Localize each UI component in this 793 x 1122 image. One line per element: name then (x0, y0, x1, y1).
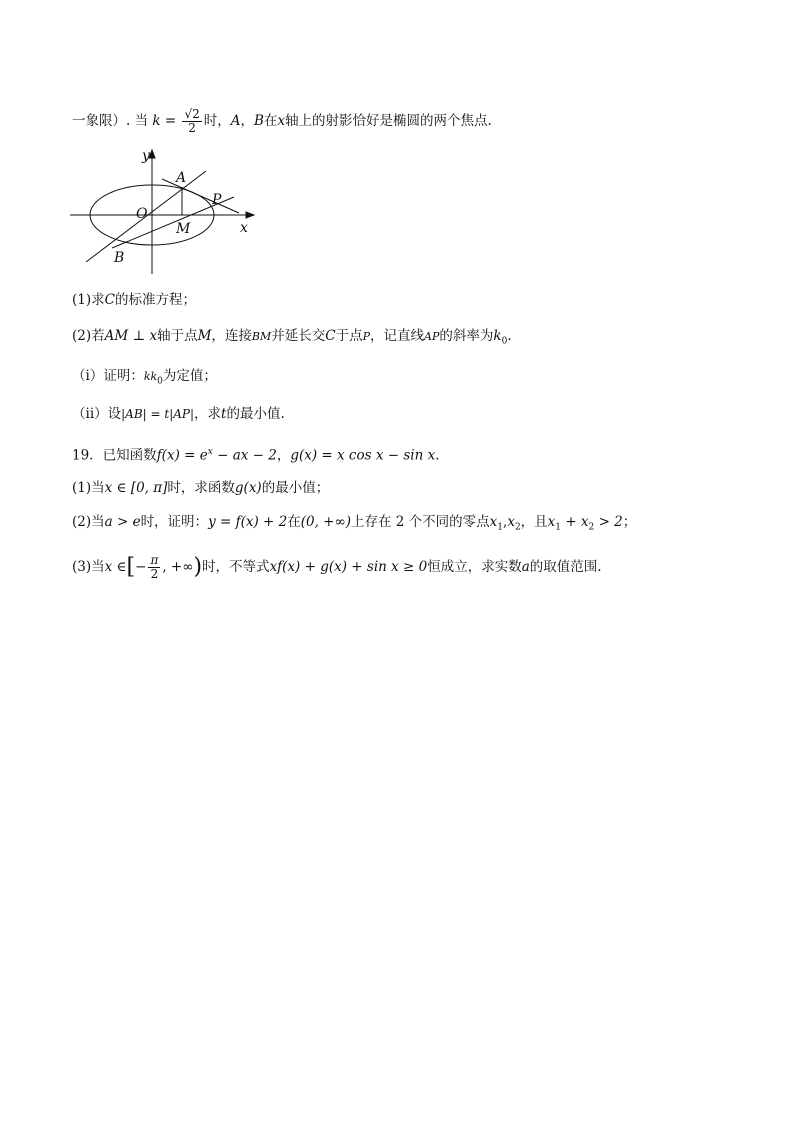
math-f: f(x) = e (156, 447, 208, 464)
frac-num: √2 (184, 107, 200, 121)
math-x-in: x ∈ (104, 559, 127, 575)
text: ， (240, 113, 255, 129)
text: 为定值； (162, 368, 217, 384)
sub-1: 1 (555, 522, 562, 533)
text: (1)当 (72, 480, 105, 496)
text: 在 (263, 113, 278, 129)
sub-0: 0 (501, 336, 508, 347)
text: 在 (287, 514, 301, 530)
sqrt2-over-2 (182, 108, 201, 135)
text: 并延长交 (271, 328, 326, 344)
sup-x: x (207, 447, 213, 457)
text: ，记直线 (370, 328, 425, 344)
x-axis-arrow (246, 212, 254, 218)
sub-1: 1 (497, 522, 504, 533)
text: ，连接 (211, 328, 252, 344)
line-3 (72, 326, 512, 352)
line-8 (72, 512, 636, 538)
text: 轴于点 (157, 328, 198, 344)
text: 的斜率为 (439, 328, 494, 344)
var-kk0: kk (143, 370, 158, 383)
text: . (435, 447, 440, 464)
var-x: x (277, 113, 286, 129)
math-g: g(x) = x cos x − sin x (290, 447, 436, 464)
var-x1: x (547, 514, 556, 530)
sub-2: 2 (588, 522, 595, 533)
text: 19．已知函数 (72, 447, 157, 464)
line-6 (72, 442, 440, 466)
label-x: x (240, 220, 248, 236)
text: ，且 (520, 514, 548, 530)
text: 的取值范围. (529, 559, 602, 575)
var-t: t (221, 406, 227, 422)
var-AP: AP (424, 330, 440, 343)
text: （ii）设 (72, 406, 122, 422)
math-f-rest: − ax − 2 (212, 447, 277, 464)
math-ab-tap: |AB| = t|AP| (121, 407, 195, 421)
var-x1: x (489, 514, 498, 530)
var-A: A (230, 113, 241, 129)
text: 于点 (335, 328, 363, 344)
var-P: P (362, 330, 371, 343)
right-paren: ) (193, 554, 203, 580)
var-a: a (521, 559, 530, 575)
math-inequality: xf(x) + g(x) + sin x ≥ 0 (269, 559, 428, 575)
var-M: M (197, 328, 212, 344)
pi-over-2 (148, 554, 160, 581)
text: 的标准方程； (114, 292, 196, 308)
minus: − (135, 559, 147, 575)
text: (2)若 (72, 328, 105, 344)
math-g: g(x) (234, 480, 262, 496)
var-BM: BM (251, 330, 272, 343)
text: 的最小值； (261, 480, 330, 496)
text: 一象限）. 当 (72, 113, 149, 129)
text: 轴上的射影恰好是椭圆的两个焦点. (285, 113, 492, 129)
line-1 (72, 108, 492, 135)
label-y: y (142, 148, 150, 164)
label-B: B (114, 250, 125, 266)
label-P: P (212, 192, 222, 208)
text: 时，求函数 (167, 480, 235, 496)
math-domain: (0, +∞) (300, 514, 351, 530)
var-k0: k (493, 328, 502, 344)
line-4 (72, 366, 217, 392)
sub-2: 2 (514, 522, 521, 533)
text: 恒成立，求实数 (427, 559, 522, 575)
math-y: y = f(x) + 2 (208, 514, 288, 530)
left-bracket: [ (126, 554, 136, 580)
label-M: M (176, 221, 191, 237)
text: ，求 (194, 406, 222, 422)
line-7 (72, 478, 329, 498)
text: (3)当 (72, 559, 105, 575)
frac-den: 2 (150, 567, 159, 581)
var-B: B (254, 113, 264, 129)
text: 时，不等式 (202, 559, 270, 575)
text: （i）证明： (72, 368, 144, 384)
text: ； (622, 514, 637, 530)
line-9 (72, 554, 602, 581)
eq: = (160, 113, 181, 129)
var-C: C (104, 292, 115, 308)
ellipse-figure (64, 142, 264, 277)
frac-den: 2 (188, 121, 196, 135)
comma: , (503, 514, 508, 530)
label-A: A (176, 170, 187, 186)
plus-x: + x (561, 514, 589, 530)
label-O: O (136, 206, 148, 222)
math-cond: x ∈ [0, π] (104, 480, 168, 496)
plus-inf: , +∞ (162, 559, 194, 575)
text: 时，证明： (140, 514, 209, 530)
text: 的最小值. (226, 406, 285, 422)
text: (2)当 (72, 514, 105, 530)
text: . (507, 328, 512, 344)
text: (1)求 (72, 292, 105, 308)
line-5 (72, 404, 285, 424)
math-cond: a > e (104, 514, 141, 530)
sub-0: 0 (157, 376, 163, 387)
var-x2: x (507, 514, 515, 530)
math-AM-perp: AM ⊥ x (104, 328, 158, 344)
text: 时， (203, 113, 231, 129)
var-k: k (152, 113, 161, 129)
var-C: C (325, 328, 336, 344)
line-2 (72, 290, 196, 310)
gt-2: > 2 (594, 514, 623, 530)
frac-num: π (150, 553, 159, 567)
text: 上存在 2 个不同的零点 (350, 514, 490, 530)
text: ， (276, 447, 291, 464)
